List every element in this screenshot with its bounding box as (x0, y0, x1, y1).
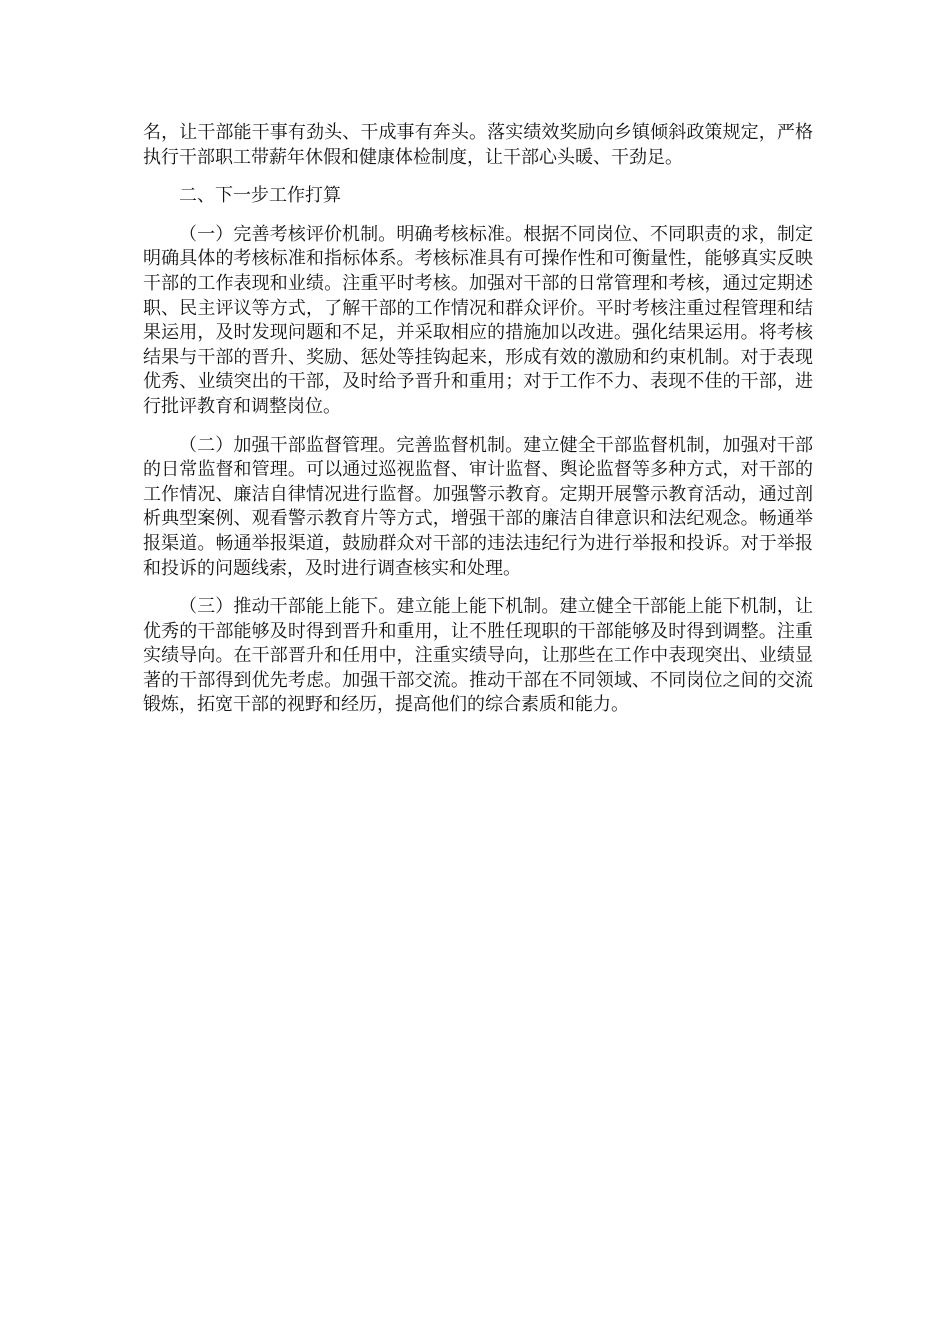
paragraph-promotion: （三）推动干部能上能下。建立能上能下机制。建立健全干部能上能下机制，让优秀的干部能够及时得到晋升和重用，让不胜任现职的干部能够及时得到调整。注重实绩导向。在干部晋升和任用中，注重实绩导向，让那些在工作中表现突出、业绩显著的干部得到优先考虑。加强干部交流。推动干部在不同领域、不同岗位之间的交流锻炼，拓宽干部的视野和经历，提高他们的综合素质和能力。 (143, 596, 813, 716)
paragraph-assessment: （一）完善考核评价机制。明确考核标准。根据不同岗位、不同职责的求，制定明确具体的考核标准和指标体系。考核标准具有可操作性和可衡量性，能够真实反映干部的工作表现和业绩。注重平时考核。加强对干部的日常管理和考核，通过定期述职、民主评议等方式，了解干部的工作情况和群众评价。平时考核注重过程管理和结果运用，及时发现问题和不足，并采取相应的措施加以改进。强化结果运用。将考核结果与干部的晋升、奖励、惩处等挂钩起来，形成有效的激励和约束机制。对于表现优秀、业绩突出的干部，及时给予晋升和重用；对于工作不力、表现不佳的干部，进行批评教育和调整岗位。 (143, 223, 813, 417)
section-heading: 二、下一步工作打算 (179, 185, 341, 207)
opening-paragraph: 名，让干部能干事有劲头、干成事有奔头。落实绩效奖励向乡镇倾斜政策规定，严格执行干部职工带薪年休假和健康体检制度，让干部心头暖、干劲足。 (143, 122, 813, 168)
document-body (143, 121, 813, 732)
paragraph-supervision: （二）加强干部监督管理。完善监督机制。建立健全干部监督机制，加强对干部的日常监督和管理。可以通过巡视监督、审计监督、舆论监督等多种方式，对干部的工作情况、廉洁自律情况进行监督。加强警示教育。定期开展警示教育活动，通过剖析典型案例、观看警示教育片等方式，增强干部的廉洁自律意识和法纪观念。畅通举报渠道。畅通举报渠道，鼓励群众对干部的违法违纪行为进行举报和投诉。对于举报和投诉的问题线索，及时进行调查核实和处理。 (143, 434, 813, 579)
